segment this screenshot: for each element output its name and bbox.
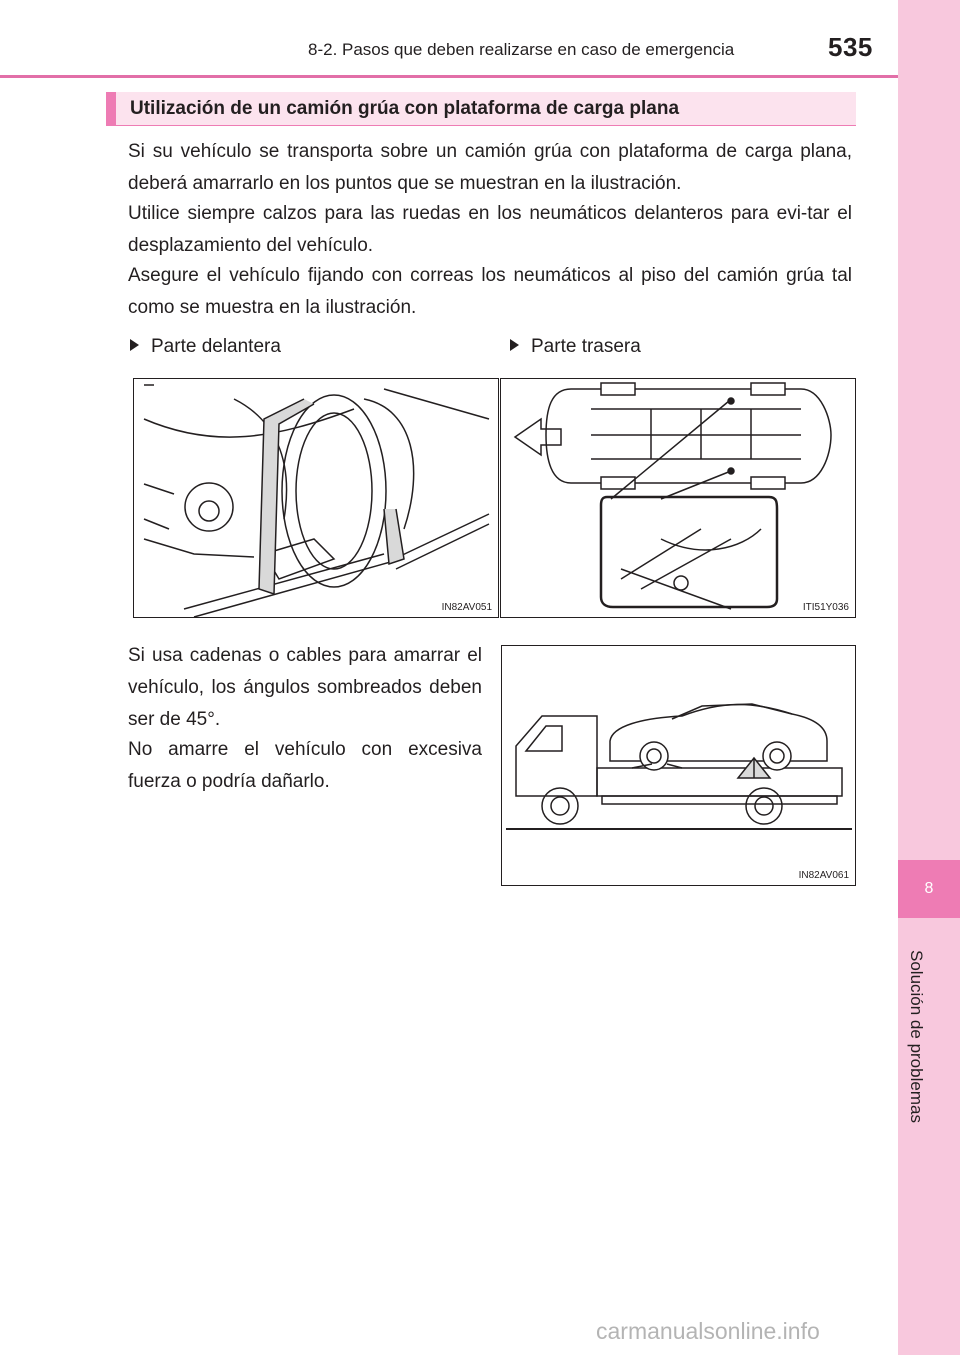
paragraph-tie-down: Si su vehículo se transporta sobre un camión grúa con plataforma de carga plana, deberá amarrarlo en los puntos que se muestran en la ilustración. [128, 141, 852, 194]
paragraph-excessive-force: No amarre el vehículo con excesiva fuerza o podría dañarlo. [128, 739, 482, 792]
header-rule [0, 75, 898, 78]
rear-tie-down-illustration [500, 378, 856, 618]
flatbed-truck-illustration [501, 645, 856, 886]
paragraph-straps: Asegure el vehículo fijando con correas los neumáticos al piso del camión grúa tal como se muestra en la ilustración. [128, 265, 852, 318]
triangle-bullet-icon [510, 339, 519, 351]
rear-label: Parte trasera [510, 336, 641, 358]
section-title: Utilización de un camión grúa con plataforma de carga plana [130, 98, 680, 119]
paragraph-chain-angle: Si usa cadenas o cables para amarrar el vehículo, los ángulos sombreados deben ser de 45°. [128, 645, 482, 730]
chapter-number: 8 [924, 880, 934, 897]
section-heading [106, 92, 856, 126]
figure-code: IN82AV061 [798, 870, 849, 881]
watermark-link[interactable]: carmanualsonline.info [596, 1318, 820, 1344]
figure-code: IN82AV051 [441, 602, 492, 613]
page-number: 535 [828, 32, 873, 62]
front-label: Parte delantera [130, 336, 281, 358]
front-wheel-strap-illustration [133, 378, 499, 618]
triangle-bullet-icon [130, 339, 139, 351]
figure-code: ITI51Y036 [802, 602, 849, 613]
chapter-label: Solución de problemas [907, 950, 926, 1123]
chapter-side-tab[interactable] [898, 0, 960, 1355]
paragraph-wheel-chocks: Utilice siempre calzos para las ruedas en los neumáticos delanteros para evi-tar el desplazamiento del vehículo. [128, 203, 852, 256]
page-header-title: 8-2. Pasos que deben realizarse en caso de emergencia [308, 40, 735, 59]
